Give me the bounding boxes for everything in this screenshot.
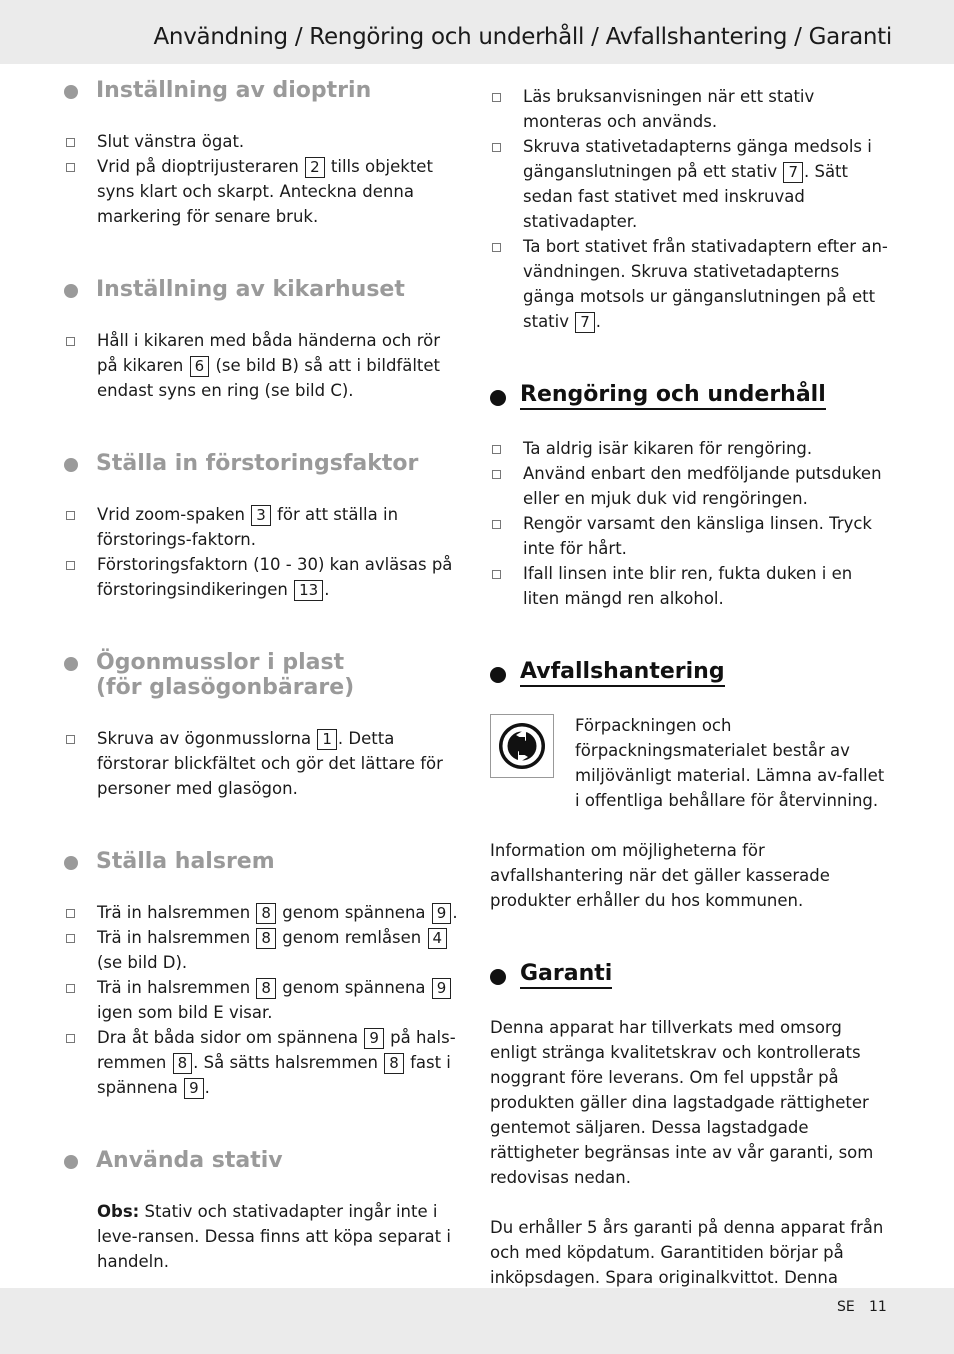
list-item: Trä in halsremmen 8 genom spännena 9 . xyxy=(64,900,464,925)
list-item: Ifall linsen inte blir ren, fukta duken i en liten mängd ren alkohol. xyxy=(490,561,890,611)
list-item: Vrid zoom-spaken 3 för att ställa in förstorings-faktorn. xyxy=(64,502,464,552)
list-item: Ta aldrig isär kikaren för rengöring. xyxy=(490,436,890,461)
part-ref: 2 xyxy=(305,157,325,178)
housing-steps xyxy=(64,328,464,403)
bullet-icon xyxy=(64,657,78,671)
list-item: Ta bort stativet från stativadaptern efter an-vändningen. Skruva stativetadapterns gänga motsols ur gänganslutningen på ett stativ 7 . xyxy=(490,234,890,334)
list-item: Förstoringsfaktorn (10 - 30) kan avläsas på förstoringsindikeringen 13 . xyxy=(64,552,464,602)
eyecup-steps xyxy=(64,726,464,801)
list-item: Slut vänstra ögat. xyxy=(64,129,464,154)
part-ref: 9 xyxy=(432,978,452,999)
part-ref: 9 xyxy=(364,1028,384,1049)
page-title: Användning / Rengöring och underhåll / Avfallshantering / Garanti xyxy=(153,24,892,50)
list-item: Läs bruksanvisningen när ett stativ monteras och används. xyxy=(490,84,890,134)
list-item: Skruva stativetadapterns gänga medsols i gänganslutningen på ett stativ 7 . Sätt sedan fast stativet med inskruvad stativadapter. xyxy=(490,134,890,234)
part-ref: 3 xyxy=(251,505,271,526)
tripod-steps xyxy=(490,84,890,334)
warranty-paragraph-1: Denna apparat har tillverkats med omsorg enligt stränga kvalitetskrav och kontrollerats noggrant före leverans. Om fel uppstår på produkten gäller dina lagstadgade rättigheter gentemot säljaren. Dessa lagstadgade rättigheter begränsas inte av vår garanti, som redovisas nedan. xyxy=(490,1018,874,1187)
part-ref: 8 xyxy=(256,928,276,949)
part-ref: 7 xyxy=(783,162,803,183)
page-number: 11 xyxy=(869,1299,887,1315)
checkbox-icon xyxy=(66,1034,75,1043)
part-ref: 13 xyxy=(294,580,323,601)
list-item: Dra åt båda sidor om spännena 9 på hals-remmen 8 . Så sätts halsremmen 8 fast i spännena 9 . xyxy=(64,1025,464,1100)
right-column xyxy=(490,84,890,1315)
warranty-paragraph-2: Du erhåller 5 års garanti på denna apparat från och med köpdatum. Garantitiden börjar på inköpsdagen. Spara originalkvittot. Denna xyxy=(490,1218,884,1287)
bullet-icon xyxy=(64,284,78,298)
checkbox-icon xyxy=(66,337,75,346)
checkbox-icon xyxy=(492,143,501,152)
list-item: Håll i kikaren med båda händerna och rör på kikaren 6 (se bild B) så att i bildfältet endast syns en ring (se bild C). xyxy=(64,328,464,403)
part-ref: 8 xyxy=(256,978,276,999)
part-ref: 1 xyxy=(317,729,337,750)
section-heading-disposal: Avfallshantering xyxy=(490,659,890,687)
part-ref: 8 xyxy=(256,903,276,924)
recycling-note: Förpackningen och förpackningsmaterialet består av miljövänligt material. Lämna av-fallet i offentliga behållare för återvinning. xyxy=(490,713,890,813)
checkbox-icon xyxy=(492,243,501,252)
list-item: Trä in halsremmen 8 genom spännena 9 igen som bild E visar. xyxy=(64,975,464,1025)
page-header xyxy=(0,0,954,64)
magnification-steps xyxy=(64,502,464,602)
bullet-icon xyxy=(490,390,506,406)
list-item: Använd enbart den medföljande putsduken eller en mjuk duk vid rengöringen. xyxy=(490,461,890,511)
section-heading-cleaning: Rengöring och underhåll xyxy=(490,382,890,410)
disposal-info: Information om möjligheterna för avfallshantering när det gäller kasserade produkter erhåller du hos kommunen. xyxy=(490,841,830,910)
list-item: Rengör varsamt den känsliga linsen. Tryck inte för hårt. xyxy=(490,511,890,561)
section-heading-strap: Ställa halsrem xyxy=(64,849,464,874)
part-ref: 8 xyxy=(384,1053,404,1074)
checkbox-icon xyxy=(492,520,501,529)
part-ref: 9 xyxy=(432,903,452,924)
checkbox-icon xyxy=(66,511,75,520)
list-item: Skruva av ögonmusslorna 1 . Detta förstorar blickfältet och gör det lättare för personer med glasögon. xyxy=(64,726,464,801)
checkbox-icon xyxy=(66,561,75,570)
section-heading-warranty: Garanti xyxy=(490,961,890,989)
left-column xyxy=(64,78,464,1274)
checkbox-icon xyxy=(492,445,501,454)
green-dot-recycling-icon xyxy=(490,714,554,778)
diopter-steps xyxy=(64,129,464,229)
section-heading-magnification: Ställa in förstoringsfaktor xyxy=(64,451,464,476)
checkbox-icon xyxy=(66,909,75,918)
bullet-icon xyxy=(64,856,78,870)
page-footer xyxy=(0,1288,954,1354)
list-item: Trä in halsremmen 8 genom remlåsen 4 (se bild D). xyxy=(64,925,464,975)
bullet-icon xyxy=(490,667,506,683)
language-code: SE xyxy=(837,1299,855,1315)
bullet-icon xyxy=(64,458,78,472)
part-ref: 9 xyxy=(184,1078,204,1099)
bullet-icon xyxy=(64,1155,78,1169)
checkbox-icon xyxy=(66,934,75,943)
part-ref: 7 xyxy=(575,312,595,333)
list-item: Vrid på dioptrijusteraren 2 tills objektet syns klart och skarpt. Anteckna denna markering för senare bruk. xyxy=(64,154,464,229)
checkbox-icon xyxy=(66,138,75,147)
cleaning-steps xyxy=(490,436,890,611)
bullet-icon xyxy=(490,969,506,985)
checkbox-icon xyxy=(492,93,501,102)
part-ref: 4 xyxy=(428,928,448,949)
section-heading-tripod: Använda stativ xyxy=(64,1148,464,1173)
part-ref: 8 xyxy=(173,1053,193,1074)
checkbox-icon xyxy=(66,735,75,744)
section-heading-eyecups: Ögonmusslor i plast (för glasögonbärare) xyxy=(64,650,464,700)
tripod-note: Obs: Stativ och stativadapter ingår inte i leve-ransen. Dessa finns att köpa separat i handeln. xyxy=(97,1202,451,1271)
checkbox-icon xyxy=(66,984,75,993)
checkbox-icon xyxy=(492,570,501,579)
checkbox-icon xyxy=(492,470,501,479)
part-ref: 6 xyxy=(190,356,210,377)
section-heading-housing: Inställning av kikarhuset xyxy=(64,277,464,302)
bullet-icon xyxy=(64,85,78,99)
section-heading-diopter: Inställning av dioptrin xyxy=(64,78,464,103)
checkbox-icon xyxy=(66,163,75,172)
strap-steps xyxy=(64,900,464,1100)
